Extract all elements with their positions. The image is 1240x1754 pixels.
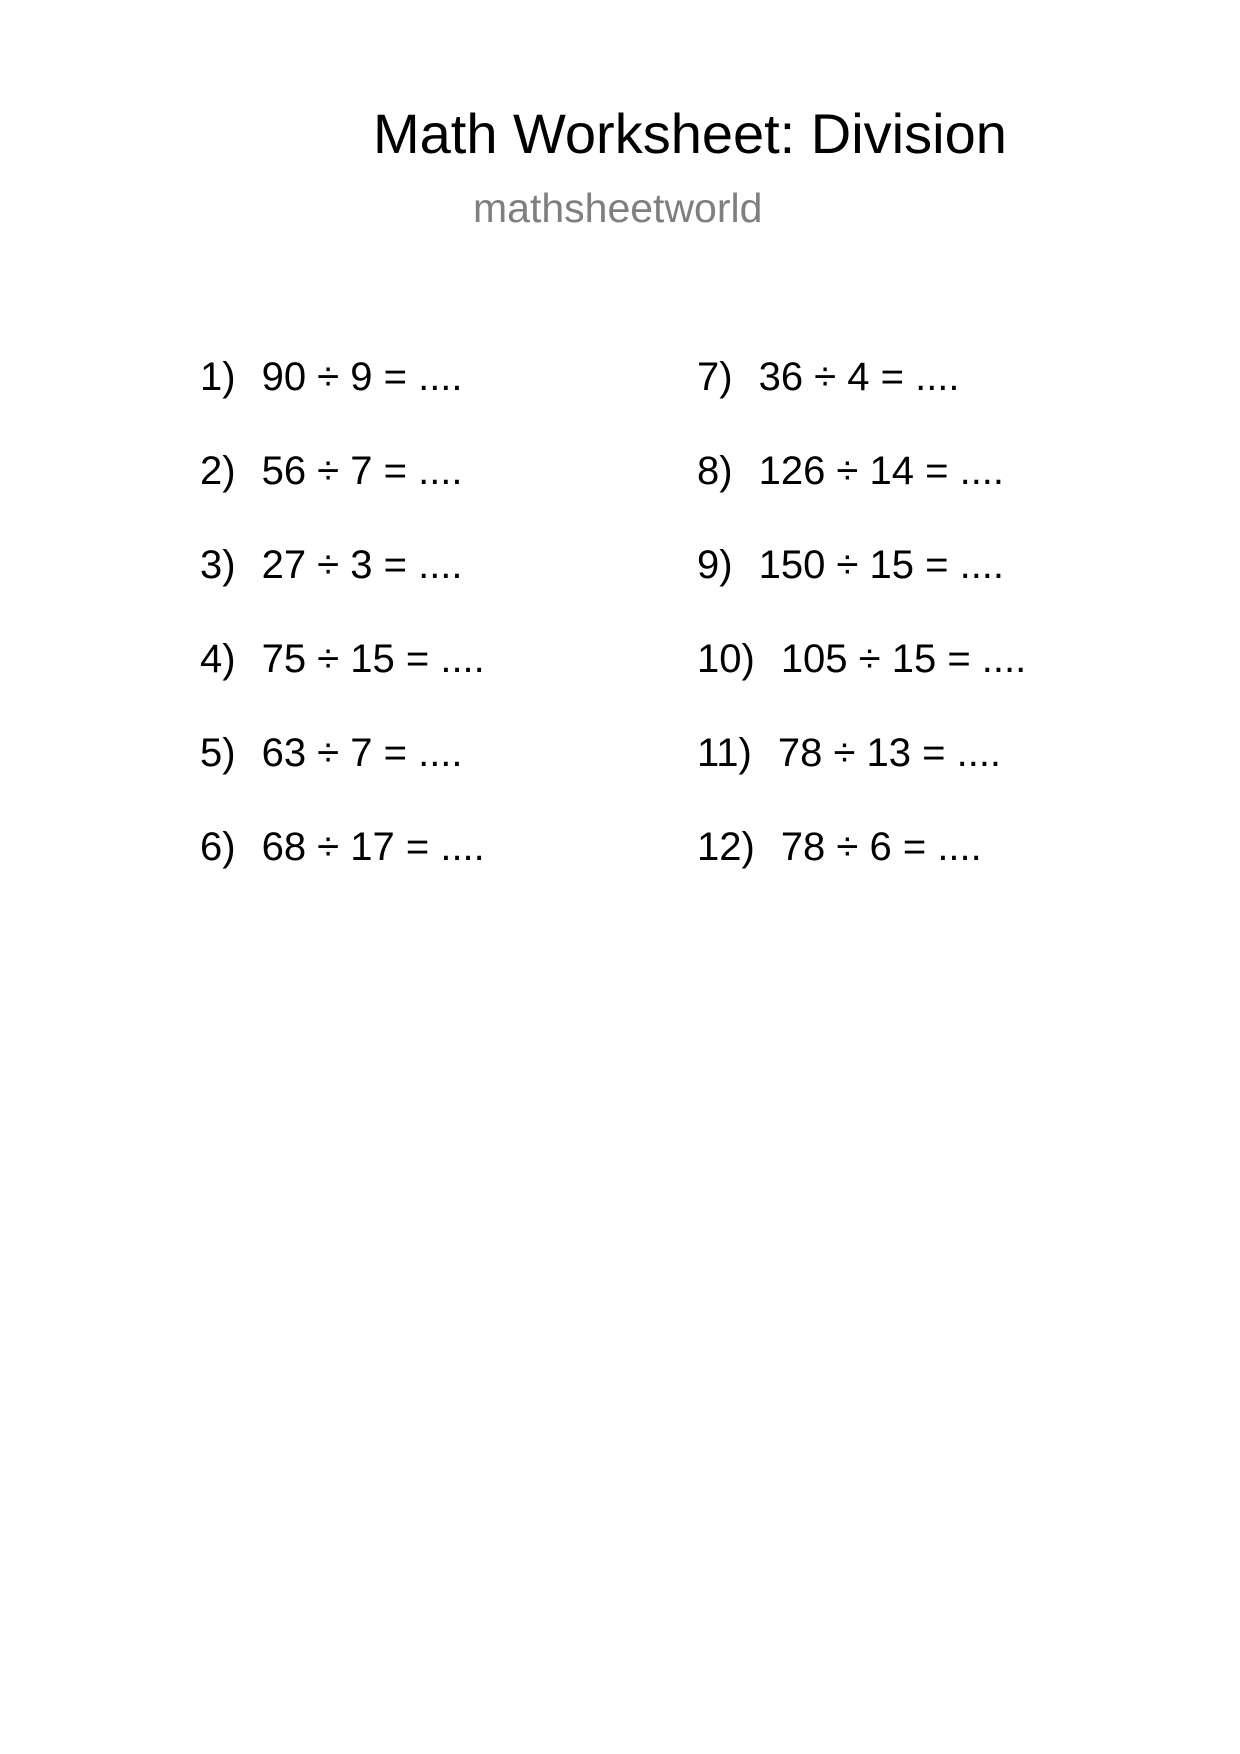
problem-number: 8) bbox=[697, 449, 733, 493]
problem-number: 10) bbox=[697, 637, 755, 681]
problem-expression: 36 ÷ 4 = .... bbox=[758, 355, 960, 399]
problem-item bbox=[200, 634, 485, 684]
problem-number: 2) bbox=[200, 449, 236, 493]
problem-item bbox=[200, 352, 463, 402]
problem-expression: 90 ÷ 9 = .... bbox=[261, 355, 463, 399]
problem-item bbox=[697, 352, 960, 402]
problem-item bbox=[200, 446, 463, 496]
problem-expression: 150 ÷ 15 = .... bbox=[758, 543, 1005, 587]
problem-expression: 126 ÷ 14 = .... bbox=[758, 449, 1005, 493]
problem-number: 4) bbox=[200, 637, 236, 681]
worksheet-title: Math Worksheet: Division bbox=[373, 102, 1007, 165]
problem-number: 1) bbox=[200, 355, 236, 399]
problem-item bbox=[697, 446, 1004, 496]
problem-expression: 78 ÷ 6 = .... bbox=[780, 825, 982, 869]
problem-item bbox=[697, 540, 1004, 590]
problem-number: 6) bbox=[200, 825, 236, 869]
problem-expression: 56 ÷ 7 = .... bbox=[261, 449, 463, 493]
problem-expression: 105 ÷ 15 = .... bbox=[780, 637, 1027, 681]
problem-number: 7) bbox=[697, 355, 733, 399]
problem-expression: 68 ÷ 17 = .... bbox=[261, 825, 485, 869]
problem-number: 9) bbox=[697, 543, 733, 587]
problem-expression: 78 ÷ 13 = .... bbox=[777, 731, 1002, 775]
problem-number: 3) bbox=[200, 543, 236, 587]
problem-item bbox=[697, 634, 1026, 684]
problem-number: 12) bbox=[697, 825, 755, 869]
worksheet-subtitle: mathsheetworld bbox=[473, 185, 763, 231]
problem-expression: 75 ÷ 15 = .... bbox=[261, 637, 485, 681]
problem-item bbox=[200, 822, 485, 872]
problem-item bbox=[697, 728, 1001, 778]
problem-item bbox=[200, 728, 463, 778]
problem-number: 11) bbox=[697, 731, 752, 775]
problem-item bbox=[697, 822, 982, 872]
problem-number: 5) bbox=[200, 731, 236, 775]
problem-item bbox=[200, 540, 463, 590]
problem-expression: 63 ÷ 7 = .... bbox=[261, 731, 463, 775]
problem-expression: 27 ÷ 3 = .... bbox=[261, 543, 463, 587]
